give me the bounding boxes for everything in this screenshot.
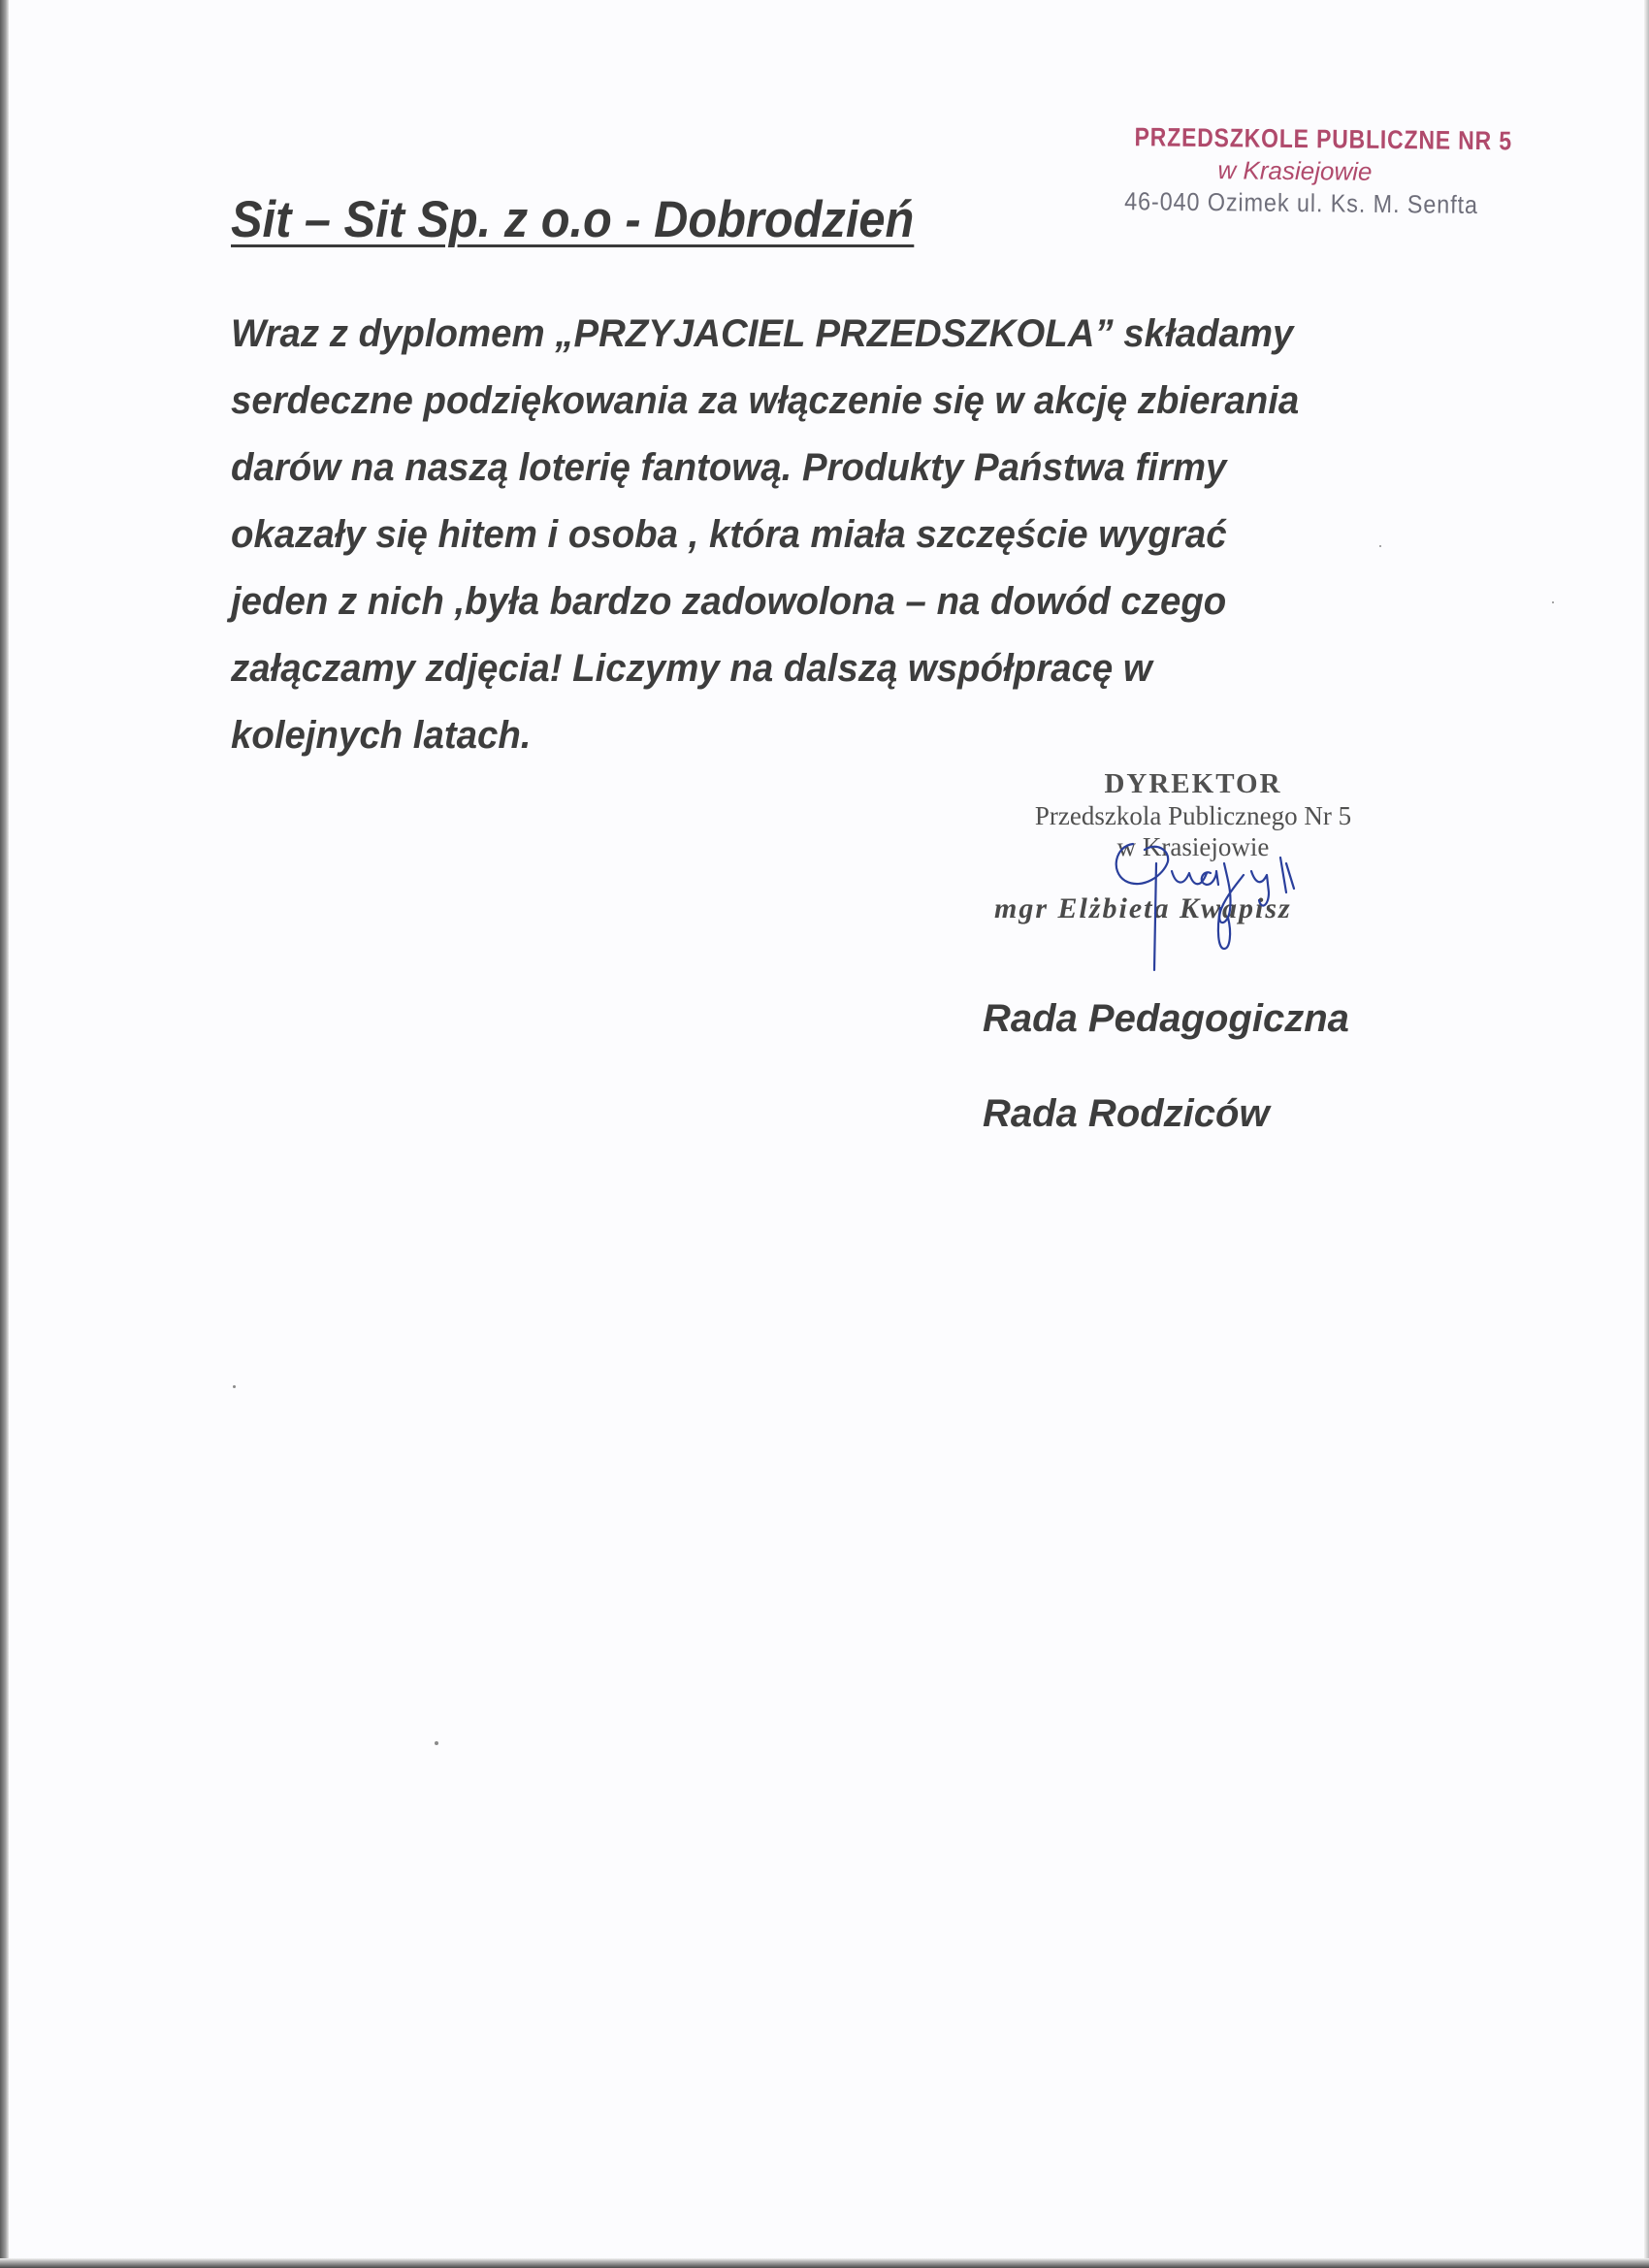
signature-name: mgr Elżbieta Kwapisz (994, 892, 1292, 924)
signature-place: w Krasiejowie (1116, 832, 1270, 861)
body-line: kolejnych latach. (231, 714, 532, 757)
pedagogical-council: Rada Pedagogiczna (983, 997, 1349, 1040)
body-line: okazały się hitem i osoba , która miała szczęście wygrać (231, 513, 1227, 556)
signature-organization: Przedszkola Publicznego Nr 5 (1034, 801, 1352, 830)
scan-left-edge (0, 0, 9, 2268)
recipient-heading: Sit – Sit Sp. z o.o - Dobrodzień (231, 191, 915, 248)
body-line: załączamy zdjęcia! Liczymy na dalszą współpracę w (231, 647, 1152, 690)
body-line: jeden z nich ,była bardzo zadowolona – na dowód czego (231, 580, 1227, 623)
scan-speck (435, 1741, 438, 1745)
stamp-line-1: PRZEDSZKOLE PUBLICZNE NR 5 (1134, 122, 1513, 156)
scan-right-edge (1644, 0, 1649, 2268)
school-stamp (1106, 122, 1513, 220)
scan-speck (233, 1385, 236, 1388)
signature-title: DYREKTOR (1104, 768, 1282, 799)
scan-bottom-edge (0, 2258, 1649, 2268)
letter-body (231, 301, 1492, 769)
stamp-line-3: 46-040 Ozimek ul. Ks. M. Senfta (1124, 186, 1479, 219)
body-line: Wraz z dyplomem „PRZYJACIEL PRZEDSZKOLA” składamy (231, 312, 1294, 355)
scan-speck (1379, 545, 1381, 547)
body-line: darów na naszą loterię fantową. Produkty Państwa firmy (231, 446, 1227, 489)
scan-speck (1552, 601, 1554, 603)
body-line: serdeczne podziękowania za włączenie się w akcję zbierania (231, 379, 1300, 422)
handwritten-signature (1096, 825, 1377, 980)
stamp-line-2: w Krasiejowie (1217, 155, 1373, 186)
parents-council: Rada Rodziców (983, 1092, 1270, 1135)
